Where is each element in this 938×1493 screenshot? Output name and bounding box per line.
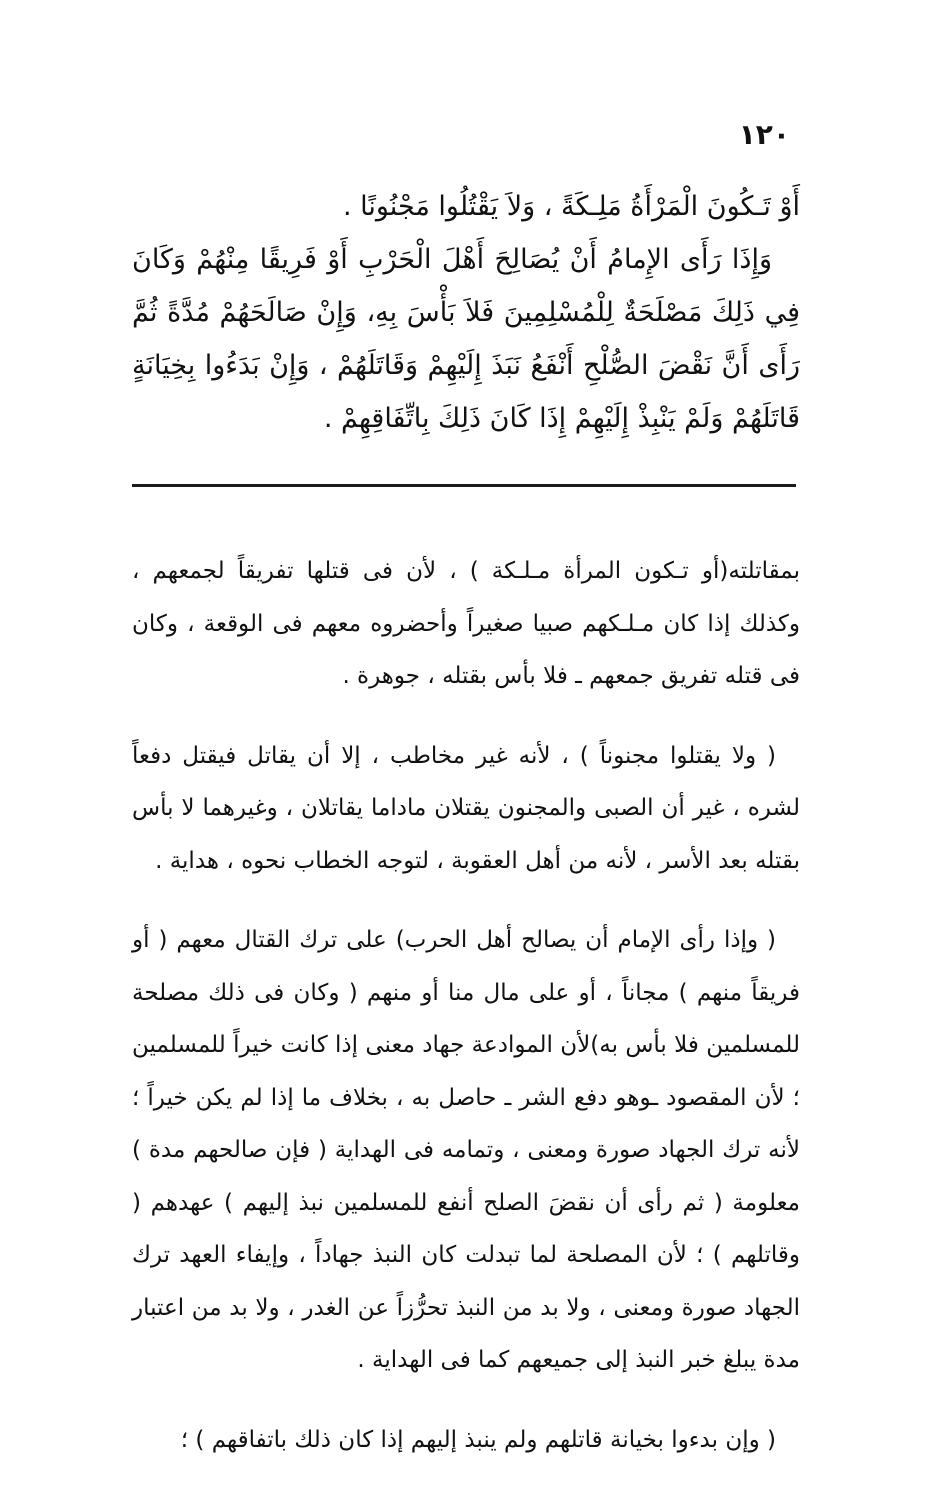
commentary-paragraph: ( وإذا رأى الإمام أن يصالح أهل الحرب) على ترك القتال معهم ( أو فريقاً منهم ) مجاناً ، أو على مال منا أو منهم ( وكان فى ذلك مصلحة للمسلمين فلا بأس به)لأن الموادعة جهاد معنى إذا كانت خيراً للمسلمين ؛ لأن المقصود ـوهو دفع الشر ـ حاصل به ، بخلاف ما إذا لم يكن خيراً ؛ لأنه ترك الجهاد صورة ومعنى ، وتمامه فى الهداية ( فإن صالحهم مدة ) معلومة ( ثم رأى أن نقضَ الصلح أنفع للمسلمين نبذ إليهم ) عهدهم ( وقاتلهم ) ؛ لأن المصلحة لما تبدلت كان النبذ جهاداً ، وإيفاء العهد ترك الجهاد صورة ومعنى ، ولا بد من النبذ تحرُّزاً عن الغدر ، ولا بد من اعتبار مدة يبلغ خبر النبذ إلى جميعهم كما فى الهداية . xyxy=(132,927,800,1373)
main-text-paragraph: أَوْ تَـكُونَ الْمَرْأَةُ مَلِـكَةً ، وَلاَ يَقْتُلُوا مَجْنُونًا . xyxy=(342,191,800,222)
commentary-paragraph: ( وإن بدءوا بخيانة قاتلهم ولم ينبذ إليهم إذا كان ذلك باتفاقهم ) ؛ xyxy=(180,1426,776,1453)
page-number: ١٢٠ xyxy=(738,118,790,151)
main-text-paragraph: وَإِذَا رَأَى الإِمامُ أَنْ يُصَالِحَ أَهْلَ الْحَرْبِ أَوْ فَرِيقًا مِنْهُمْ وَكَانَ فِي ذَلِكَ مَصْلَحَةٌ لِلْمُسْلِمِينَ فَلاَ بَأْسَ بِهِ، وَإِنْ صَالَحَهُمْ مُدَّةً ثُمَّ رَأَى أَنَّ نَقْضَ الصُّلْحِ أَنْفَعُ نَبَذَ إِلَيْهِمْ وَقَاتَلَهُمْ ، وَإِنْ بَدَءُوا بِخِيَانَةٍ قَاتَلَهُمْ وَلَمْ يَنْبِذْ إِلَيْهِمْ إِذَا كَانَ ذَلِكَ بِاتِّفَاقِهِمْ . xyxy=(132,244,800,434)
commentary-paragraph: بمقاتلته(أو تـكون المرأة مـلـكة ) ، لأن فى قتلها تفريقاً لجمعهم ، وكذلك إذا كان مـلـكهم صبيا صغيراً وأحضروه معهم فى الوقعة ، وكان فى قتله تفريق جمعهم ـ فلا بأس بقتله ، جوهرة . xyxy=(132,558,800,689)
commentary-paragraph: ( ولا يقتلوا مجنوناً ) ، لأنه غير مخاطب ، إلا أن يقاتل فيقتل دفعاً لشره ، غير أن الصبى والمجنون يقتلان ماداما يقاتلان ، وغيرهما لا بأس بقتله بعد الأسر ، لأنه من أهل العقوبة ، لتوجه الخطاب نحوه ، هداية . xyxy=(132,742,800,874)
main-text-block xyxy=(132,180,800,445)
separator-line xyxy=(132,484,796,487)
commentary-block xyxy=(132,545,800,1493)
